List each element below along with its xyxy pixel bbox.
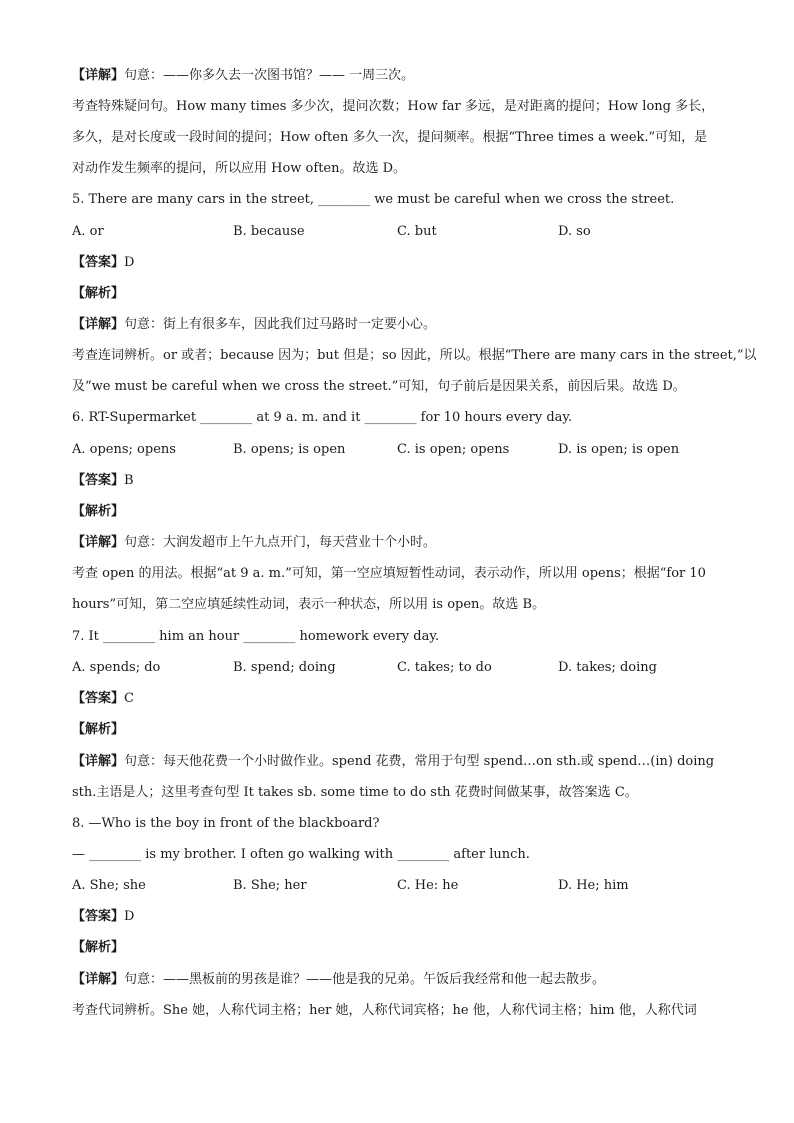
analysis-line: 【解析】	[72, 286, 125, 301]
option-a: A. spends; do	[72, 660, 161, 675]
text-line: 多久，是对长度或一段时间的提问；How often 多久一次，提问频率。根据“Three times a week.”可知，是	[72, 130, 708, 145]
option-d: D. so	[558, 224, 591, 239]
text-line: hours”可知，第二空应填延续性动词，表示一种状态，所以用 is open。故选 B。	[72, 597, 546, 612]
answer-line: 【答案】C	[72, 691, 134, 706]
analysis-line: 【解析】	[72, 940, 125, 955]
text-line: 【详解】句意：每天他花费一个小时做作业。spend 花费，常用于句型 spend…on sth.或 spend…(in) doing	[72, 754, 715, 769]
text-line: 【详解】句意：——黑板前的男孩是谁？——他是我的兄弟。午饭后我经常和他一起去散步。	[72, 972, 606, 987]
option-b: B. spend; doing	[233, 660, 336, 675]
text-line: 【详解】句意：街上有很多车，因此我们过马路时一定要小心。	[72, 317, 437, 332]
text-line: 【详解】句意：大润发超市上午九点开门，每天营业十个小时。	[72, 535, 437, 550]
answer-line: 【答案】B	[72, 473, 134, 488]
option-c: C. He: he	[397, 878, 459, 893]
answer-line: 【答案】D	[72, 255, 135, 270]
option-c: C. but	[397, 224, 437, 239]
analysis-line: 【解析】	[72, 722, 125, 737]
question-8: 8. —Who is the boy in front of the blackboard?	[72, 816, 380, 831]
option-d: D. He; him	[558, 878, 629, 893]
text-line: 考查连词辨析。or 或者；because 因为；but 但是；so 因此，所以。根据“There are many cars in the street,”以	[72, 348, 757, 363]
option-c: C. takes; to do	[397, 660, 492, 675]
option-d: D. is open; is open	[558, 442, 680, 457]
text-line: 及“we must be careful when we cross the street.”可知，句子前后是因果关系，前因后果。故选 D。	[72, 379, 686, 394]
option-d: D. takes; doing	[558, 660, 657, 675]
answer-line: 【答案】D	[72, 909, 135, 924]
option-a: A. opens; opens	[72, 442, 176, 457]
text-line: — ________ is my brother. I often go walking with ________ after lunch.	[72, 847, 530, 862]
option-b: B. because	[233, 224, 305, 239]
text-line: 对动作发生频率的提问，所以应用 How often。故选 D。	[72, 161, 407, 176]
text-line: 考查代词辨析。She 她，人称代词主格；her 她，人称代词宾格；he 他，人称代词主格；him 他，人称代词	[72, 1003, 697, 1018]
option-c: C. is open; opens	[397, 442, 510, 457]
text-line: 【详解】句意：——你多久去一次图书馆？—— 一周三次。	[72, 68, 415, 83]
option-a: A. She; she	[72, 878, 146, 893]
option-a: A. or	[72, 224, 104, 239]
option-b: B. opens; is open	[233, 442, 346, 457]
option-b: B. She; her	[233, 878, 307, 893]
question-7: 7. It ________ him an hour ________ homework every day.	[72, 629, 440, 644]
text-line: sth.主语是人；这里考查句型 It takes sb. some time to do sth 花费时间做某事，故答案选 C。	[72, 785, 638, 800]
question-5: 5. There are many cars in the street, ________ we must be careful when we cross the street.	[72, 192, 675, 207]
text-line: 考查特殊疑问句。How many times 多少次，提问次数；How far 多远，是对距离的提问；How long 多长，	[72, 99, 715, 114]
text-line: 考查 open 的用法。根据“at 9 a. m.”可知，第一空应填短暂性动词，表示动作，所以用 opens；根据“for 10	[72, 566, 706, 581]
analysis-line: 【解析】	[72, 504, 125, 519]
question-6: 6. RT-Supermarket ________ at 9 a. m. and it ________ for 10 hours every day.	[72, 410, 573, 425]
